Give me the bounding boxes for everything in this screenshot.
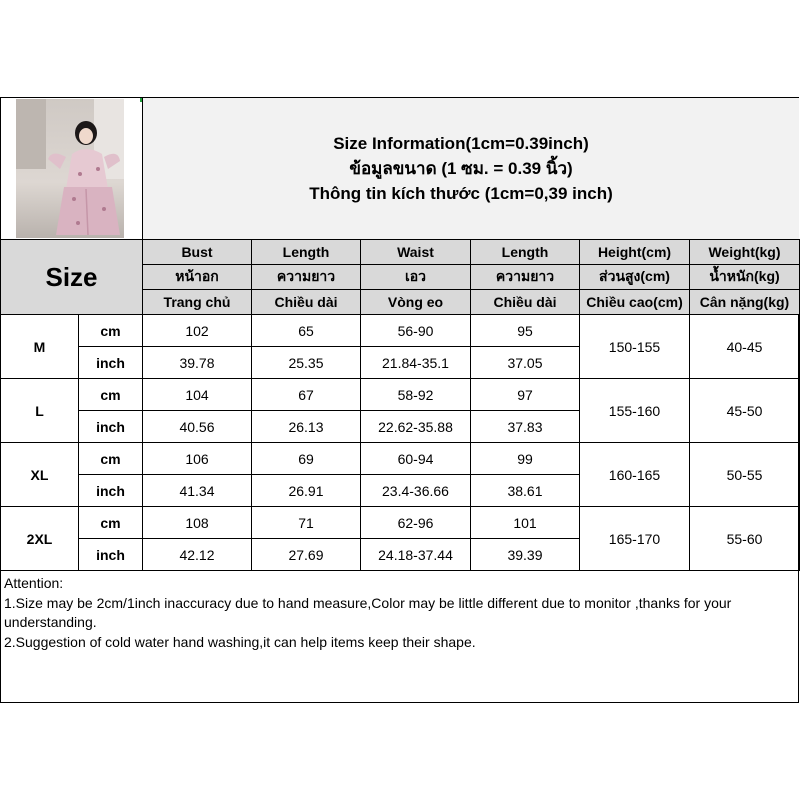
table-cell: 106	[143, 443, 252, 475]
unit-label: inch	[79, 475, 143, 507]
product-photo	[16, 99, 124, 238]
table-cell: 40.56	[143, 411, 252, 443]
column-header: Trang chủ	[143, 290, 252, 315]
column-header: Waist	[361, 240, 471, 265]
column-header: Cân nặng(kg)	[690, 290, 800, 315]
unit-label: cm	[79, 315, 143, 347]
table-row	[1, 507, 800, 539]
column-header: Vòng eo	[361, 290, 471, 315]
column-header: Chiều dài	[252, 290, 361, 315]
column-header: Weight(kg)	[690, 240, 800, 265]
unit-label: inch	[79, 347, 143, 379]
table-cell: 39.39	[471, 539, 580, 571]
column-header: Length	[471, 240, 580, 265]
column-header: หน้าอก	[143, 265, 252, 290]
table-cell: 60-94	[361, 443, 471, 475]
column-header: ความยาว	[252, 265, 361, 290]
title-vietnamese: Thông tin kích thước (1cm=0,39 inch)	[309, 184, 613, 203]
table-cell: 58-92	[361, 379, 471, 411]
table-cell: 42.12	[143, 539, 252, 571]
table-cell: 38.61	[471, 475, 580, 507]
unit-label: cm	[79, 443, 143, 475]
table-cell: 27.69	[252, 539, 361, 571]
column-header: ส่วนสูง(cm)	[580, 265, 690, 290]
table-cell: 99	[471, 443, 580, 475]
header-row-english	[1, 240, 800, 265]
table-cell: 101	[471, 507, 580, 539]
weight-cell: 45-50	[690, 379, 800, 443]
table-cell: 22.62-35.88	[361, 411, 471, 443]
column-header: เอว	[361, 265, 471, 290]
weight-cell: 40-45	[690, 315, 800, 379]
table-cell: 21.84-35.1	[361, 347, 471, 379]
table-cell: 37.83	[471, 411, 580, 443]
table-cell: 25.35	[252, 347, 361, 379]
table-cell: 41.34	[143, 475, 252, 507]
table-cell: 37.05	[471, 347, 580, 379]
column-header: Length	[252, 240, 361, 265]
attention-heading: Attention:	[4, 575, 64, 591]
column-header: น้ำหนัก(kg)	[690, 265, 800, 290]
table-cell: 65	[252, 315, 361, 347]
column-header: Bust	[143, 240, 252, 265]
size-label: XL	[1, 443, 79, 507]
table-row	[1, 443, 800, 475]
column-header: ความยาว	[471, 265, 580, 290]
table-cell: 26.13	[252, 411, 361, 443]
table-cell: 39.78	[143, 347, 252, 379]
table-cell: 108	[143, 507, 252, 539]
unit-label: inch	[79, 411, 143, 443]
table-cell: 97	[471, 379, 580, 411]
size-label: M	[1, 315, 79, 379]
size-label: L	[1, 379, 79, 443]
table-cell: 67	[252, 379, 361, 411]
attention-note: 1.Size may be 2cm/1inch inaccuracy due to hand measure,Color may be little different due to monitor ,thanks for your understanding.	[4, 594, 732, 630]
model-in-pajamas-image	[16, 99, 124, 238]
weight-cell: 55-60	[690, 507, 800, 571]
title-thai: ข้อมูลขนาด (1 ซม. = 0.39 นิ้ว)	[349, 159, 573, 178]
table-cell: 26.91	[252, 475, 361, 507]
height-cell: 150-155	[580, 315, 690, 379]
unit-label: inch	[79, 539, 143, 571]
height-cell: 160-165	[580, 443, 690, 507]
unit-label: cm	[79, 507, 143, 539]
attention-note: 2.Suggestion of cold water hand washing,it can help items keep their shape.	[4, 633, 476, 650]
table-cell: 95	[471, 315, 580, 347]
height-cell: 155-160	[580, 379, 690, 443]
unit-label: cm	[79, 379, 143, 411]
attention-notes	[4, 574, 794, 652]
column-header: Chiều dài	[471, 290, 580, 315]
table-cell: 23.4-36.66	[361, 475, 471, 507]
table-cell: 102	[143, 315, 252, 347]
table-cell: 69	[252, 443, 361, 475]
table-row	[1, 315, 800, 347]
table-cell: 104	[143, 379, 252, 411]
column-header: Chiều cao(cm)	[580, 290, 690, 315]
weight-cell: 50-55	[690, 443, 800, 507]
size-header: Size	[1, 240, 143, 315]
table-cell: 62-96	[361, 507, 471, 539]
size-information-header	[142, 98, 799, 239]
title-english: Size Information(1cm=0.39inch)	[333, 134, 589, 153]
size-table	[0, 239, 800, 571]
size-label: 2XL	[1, 507, 79, 571]
height-cell: 165-170	[580, 507, 690, 571]
table-cell: 24.18-37.44	[361, 539, 471, 571]
column-header: Height(cm)	[580, 240, 690, 265]
table-cell: 71	[252, 507, 361, 539]
table-cell: 56-90	[361, 315, 471, 347]
table-row	[1, 379, 800, 411]
